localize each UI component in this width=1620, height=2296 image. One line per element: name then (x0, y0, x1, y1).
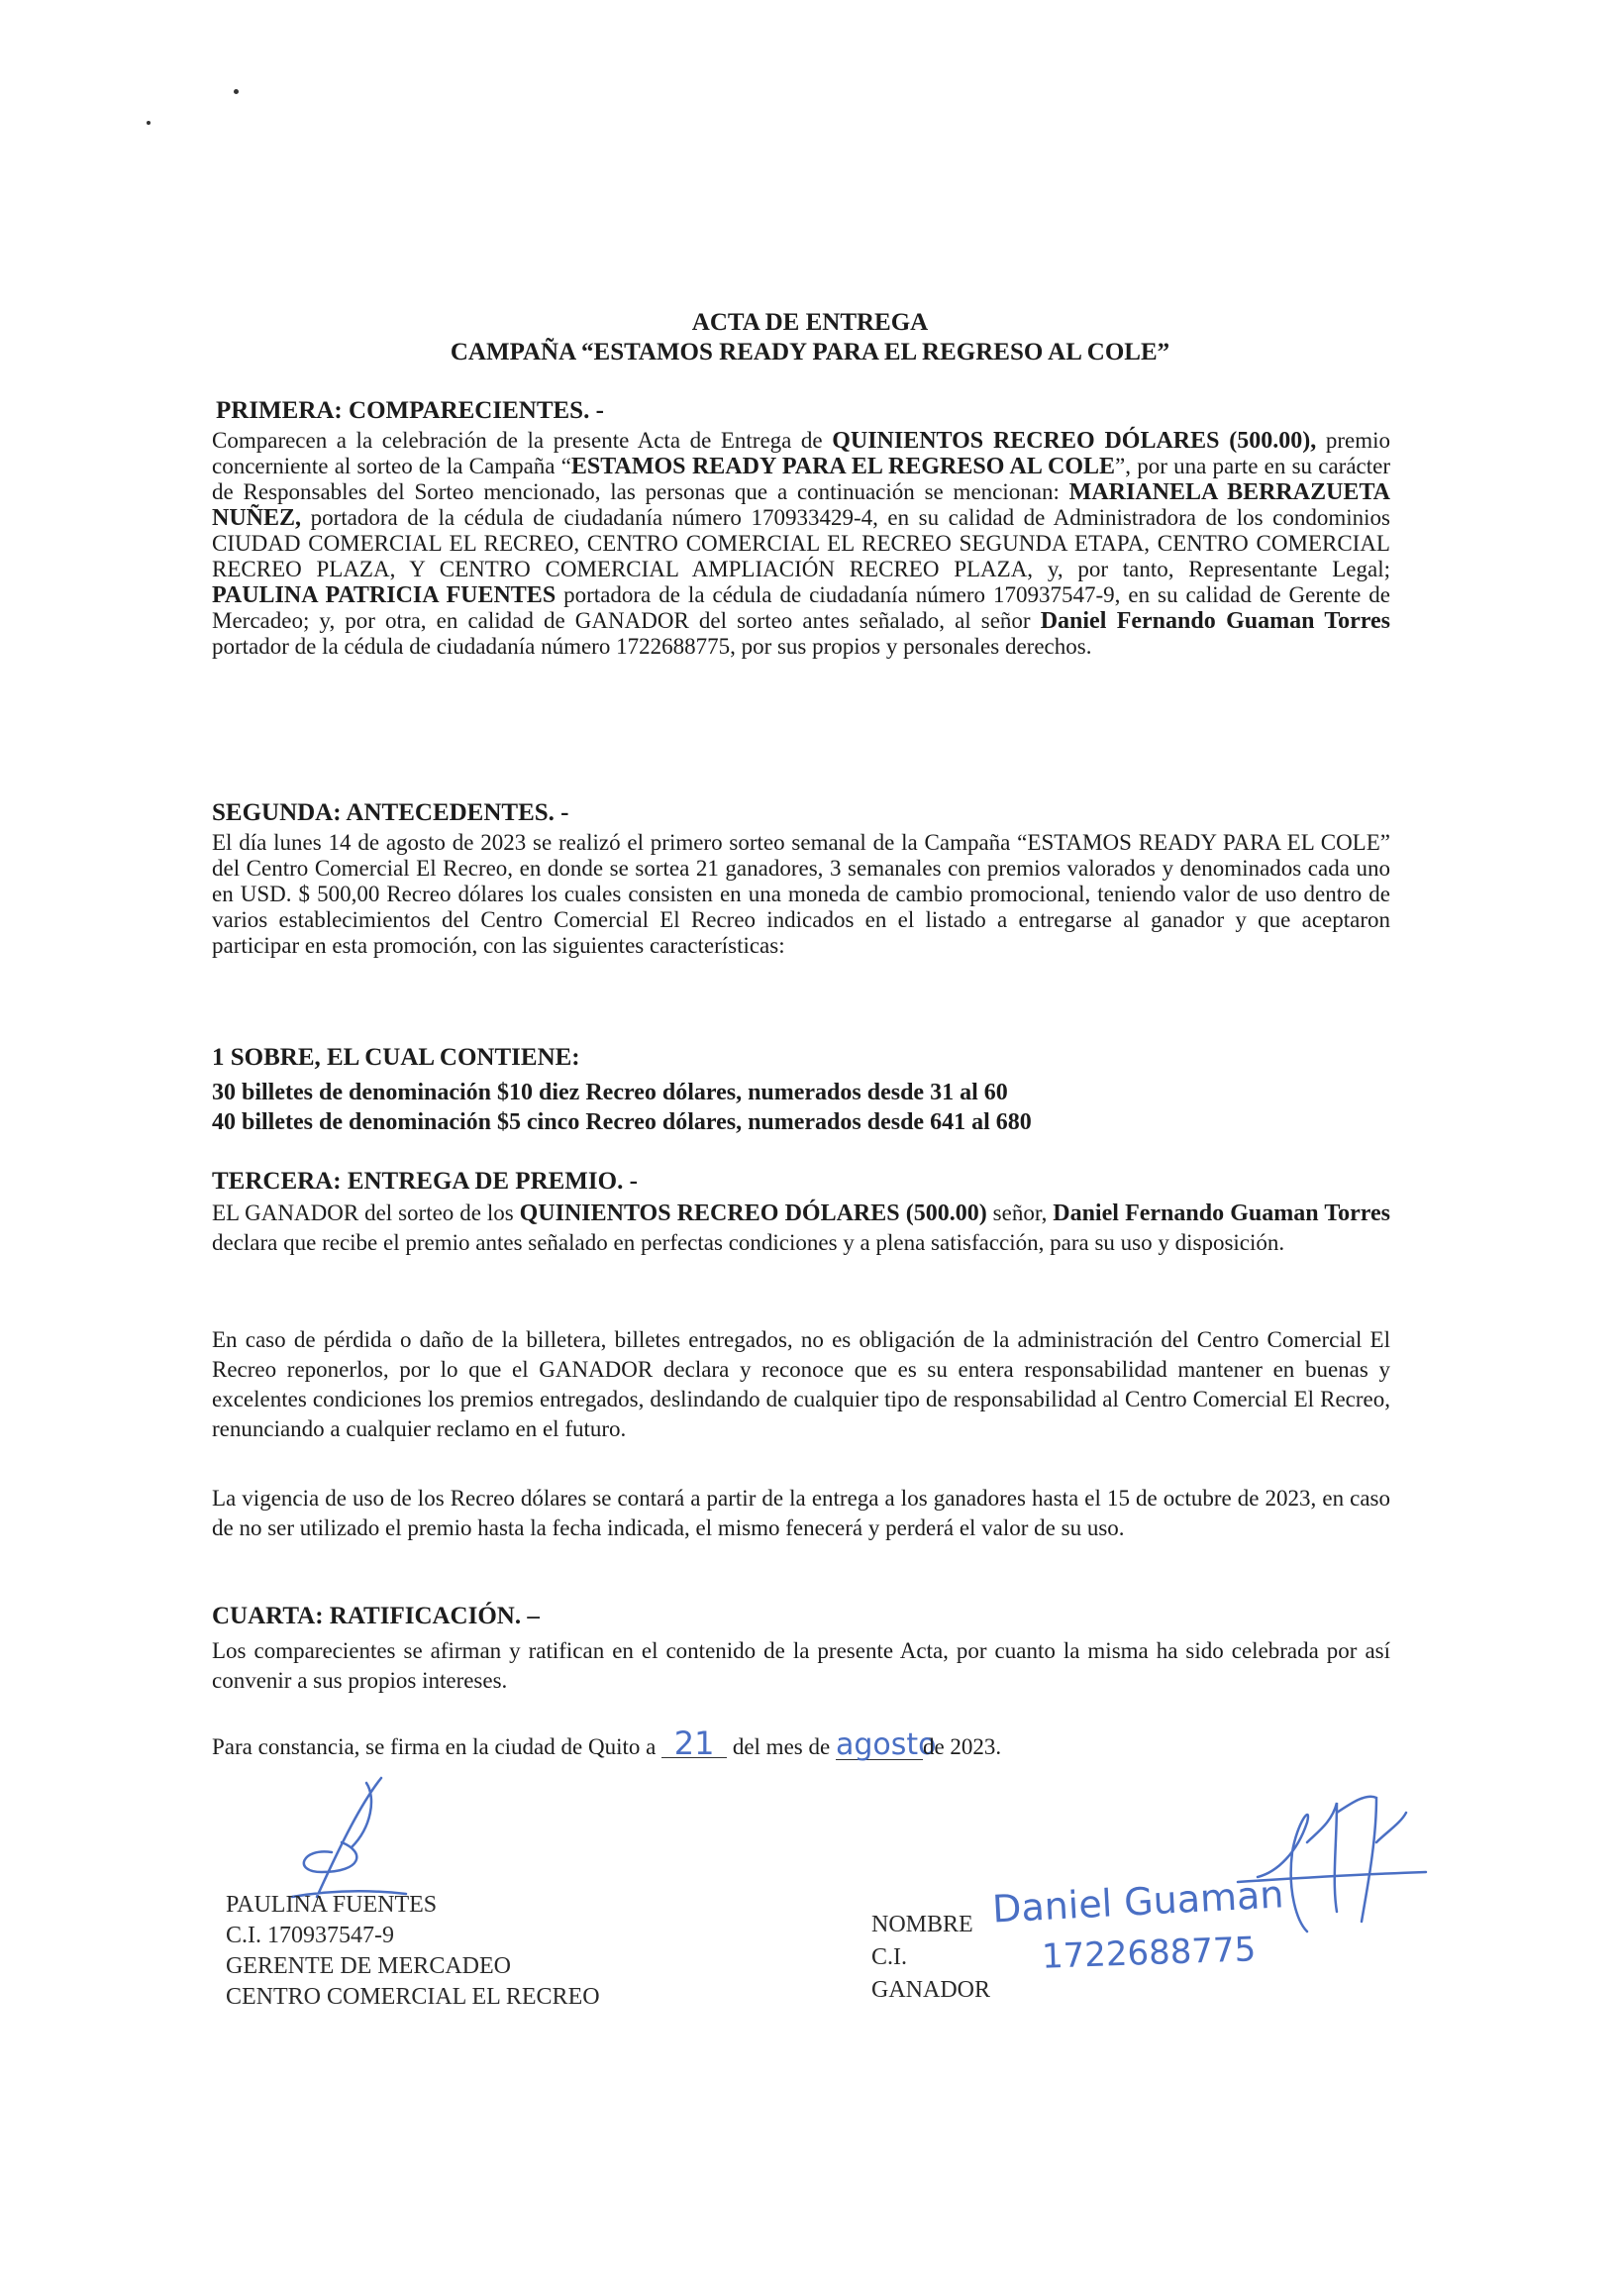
tercera-paragraph-1: EL GANADOR del sorteo de los QUINIENTOS RECREO DÓLARES (500.00) señor, Daniel Fernando Guaman Torres declara que recibe el premio antes señalado en perfectas condiciones y a plena satisfacción, para su uso y disposición. (212, 1200, 1390, 1255)
signature-right (1238, 1783, 1426, 1941)
cuarta-heading: CUARTA: RATIFICACIÓN. – (212, 1603, 540, 1629)
left-signer-name: PAULINA FUENTES (226, 1892, 438, 1918)
primera-heading: PRIMERA: COMPARECIENTES. - (216, 397, 604, 424)
sobre-heading: 1 SOBRE, EL CUAL CONTIENE: (212, 1044, 580, 1071)
handwritten-winner-ci: 1722688775 (1041, 1930, 1257, 1977)
right-name-label: NOMBRE (871, 1912, 973, 1937)
handwritten-day: 21 (661, 1729, 727, 1758)
left-signer-role: GERENTE DE MERCADEO (226, 1953, 511, 1979)
segunda-heading: SEGUNDA: ANTECEDENTES. - (212, 799, 569, 826)
scan-speck (147, 121, 151, 125)
left-signer-ci: C.I. 170937547-9 (226, 1923, 394, 1948)
right-ci-label: C.I. (871, 1944, 907, 1970)
sobre-line-billetes-5: 40 billetes de denominación $5 cinco Recreo dólares, numerados desde 641 al 680 (212, 1109, 1032, 1135)
constancia-line: Para constancia, se firma en la ciudad de Quito a 21 del mes de agostode 2023. (212, 1724, 1002, 1762)
sobre-line-billetes-10: 30 billetes de denominación $10 diez Recreo dólares, numerados desde 31 al 60 (212, 1080, 1008, 1105)
handwritten-winner-name: Daniel Guaman (991, 1872, 1285, 1931)
left-signer-org: CENTRO COMERCIAL EL RECREO (226, 1984, 600, 2010)
right-role-label: GANADOR (871, 1977, 990, 2003)
tercera-paragraph-2: En caso de pérdida o daño de la billetera, billetes entregados, no es obligación de la administración del Centro Comercial El Recreo reponerlos, por lo que el GANADOR declara y reconoce que es su entera responsabilidad mantener en buenas y excelentes condiciones los premios entregados, deslindando de cualquier tipo de responsabilidad al Centro Comercial El Recreo, renunciando a cualquier reclamo en el futuro. (212, 1327, 1390, 1441)
cuarta-paragraph: Los comparecientes se afirman y ratifican en el contenido de la presente Acta, por cuanto la misma ha sido celebrada por así convenir a sus propios intereses. (212, 1638, 1390, 1693)
signature-left (272, 1773, 411, 1912)
segunda-paragraph: El día lunes 14 de agosto de 2023 se realizó el primero sorteo semanal de la Campaña “ESTAMOS READY PARA EL COLE” del Centro Comercial El Recreo, en donde se sortea 21 ganadores, 3 semanales con premios valorados y denominados cada uno en USD. $ 500,00 Recreo dólares los cuales consisten en una moneda de cambio promocional, teniendo valor de uso dentro de varios establecimientos del Centro Comercial El Recreo indicados en el listado a entregarse al ganador y que aceptaron participar en esta promoción, con las siguientes características: (212, 830, 1390, 958)
handwritten-month: agosto (835, 1727, 937, 1762)
tercera-heading: TERCERA: ENTREGA DE PREMIO. - (212, 1168, 638, 1195)
title-line-2: CAMPAÑA “ESTAMOS READY PARA EL REGRESO AL COLE” (450, 339, 1170, 365)
tercera-paragraph-3: La vigencia de uso de los Recreo dólares se contará a partir de la entrega a los ganadores hasta el 15 de octubre de 2023, en caso de no ser utilizado el premio hasta la fecha indicada, el mismo fenecerá y perderá el valor de su uso. (212, 1486, 1390, 1540)
title-line-1: ACTA DE ENTREGA (691, 309, 929, 336)
scan-speck (234, 89, 239, 94)
primera-paragraph: Comparecen a la celebración de la presente Acta de Entrega de QUINIENTOS RECREO DÓLARES (500.00), premio concerniente al sorteo de la Campaña “ESTAMOS READY PARA EL REGRESO AL COLE”, por una parte en su carácter de Responsables del Sorteo mencionado, las personas que a continuación se mencionan: MARIANELA BERRAZUETA NUÑEZ, portadora de la cédula de ciudadanía número 170933429-4, en su calidad de Administradora de los condominios CIUDAD COMERCIAL EL RECREO, CENTRO COMERCIAL EL RECREO SEGUNDA ETAPA, CENTRO COMERCIAL RECREO PLAZA, Y CENTRO COMERCIAL AMPLIACIÓN RECREO PLAZA, y, por tanto, Representante Legal; PAULINA PATRICIA FUENTES portadora de la cédula de ciudadanía número 170937547-9, en su calidad de Gerente de Mercadeo; y, por otra, en calidad de GANADOR del sorteo antes señalado, al señor Daniel Fernando Guaman Torres portador de la cédula de ciudadanía número 1722688775, por sus propios y personales derechos. (212, 428, 1391, 659)
